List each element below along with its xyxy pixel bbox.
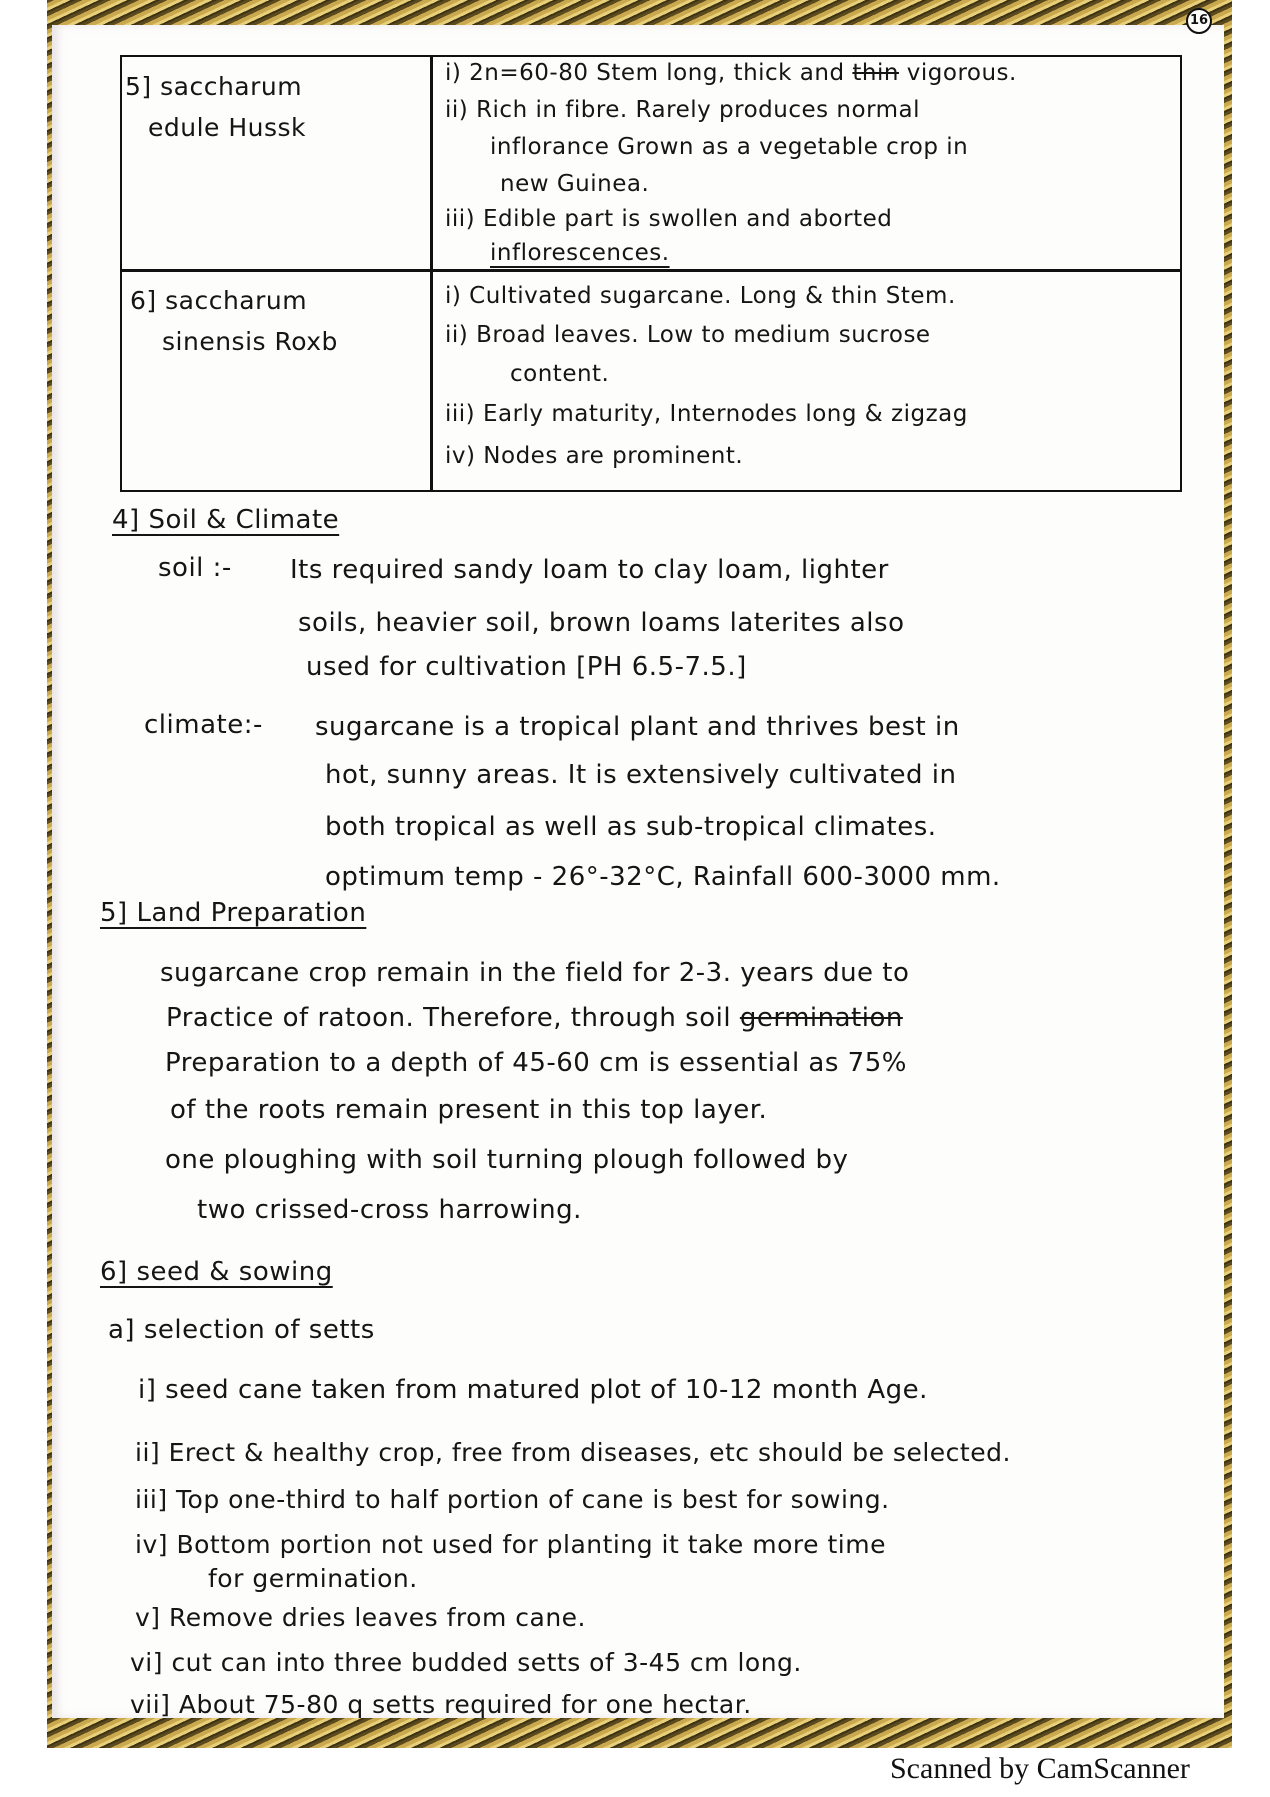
land-line	[166, 1003, 903, 1033]
seed-item: vi] cut can into three budded setts of 3-45 cm long.	[130, 1648, 802, 1677]
soil-line: used for cultivation [PH 6.5-7.5.]	[306, 652, 747, 682]
land-line: one ploughing with soil turning plough followed by	[165, 1145, 849, 1175]
seed-item: iv] Bottom portion not used for planting it take more time	[135, 1530, 886, 1559]
land-text: Practice of ratoon. Therefore, through soil	[166, 1003, 732, 1033]
seed-item: i] seed cane taken from matured plot of 10-12 month Age.	[138, 1375, 928, 1405]
land-line: of the roots remain present in this top layer.	[170, 1095, 768, 1125]
species-name: 6] saccharum	[130, 286, 308, 315]
character-line: inflorescences.	[490, 240, 670, 266]
land-line: Preparation to a depth of 45-60 cm is essential as 75%	[165, 1048, 907, 1078]
character-text: i) 2n=60-80 Stem long, thick and	[445, 60, 845, 86]
species-author: edule Hussk	[148, 113, 307, 142]
climate-line: both tropical as well as sub-tropical climates.	[325, 812, 937, 842]
character-line: new Guinea.	[500, 171, 650, 197]
seed-item: vii] About 75-80 q setts required for one hectar.	[130, 1690, 752, 1719]
character-line	[445, 60, 1017, 86]
section-heading-seed-sowing: 6] seed & sowing	[100, 1257, 333, 1287]
character-line: iii) Edible part is swollen and aborted	[445, 206, 893, 232]
climate-label: climate:-	[144, 710, 263, 740]
soil-line: soils, heavier soil, brown loams laterites also	[298, 608, 905, 638]
character-line: inflorance Grown as a vegetable crop in	[490, 134, 969, 160]
climate-line: hot, sunny areas. It is extensively cultivated in	[325, 760, 957, 790]
character-text: vigorous.	[906, 60, 1017, 86]
table-row-divider	[120, 269, 1182, 272]
section-heading-soil-climate: 4] Soil & Climate	[112, 505, 340, 535]
seed-item: for germination.	[208, 1564, 418, 1593]
struck-word: thin	[852, 60, 899, 86]
subheading-selection-of-setts: a] selection of setts	[108, 1315, 375, 1345]
seed-item: iii] Top one-third to half portion of cane is best for sowing.	[135, 1485, 890, 1514]
character-line: content.	[510, 361, 610, 387]
soil-line: Its required sandy loam to clay loam, lighter	[290, 555, 889, 585]
table-column-divider	[430, 55, 433, 492]
character-line: ii) Broad leaves. Low to medium sucrose	[445, 322, 931, 348]
land-line: two crissed-cross harrowing.	[197, 1195, 582, 1225]
climate-line: sugarcane is a tropical plant and thrives best in	[315, 712, 960, 742]
character-line: i) Cultivated sugarcane. Long & thin Stem.	[445, 283, 956, 309]
character-line: iv) Nodes are prominent.	[445, 443, 744, 469]
land-line: sugarcane crop remain in the field for 2-3. years due to	[160, 958, 910, 988]
climate-line: optimum temp - 26°-32°C, Rainfall 600-3000 mm.	[325, 862, 1001, 892]
character-line: iii) Early maturity, Internodes long & zigzag	[445, 401, 968, 427]
seed-item: ii] Erect & healthy crop, free from diseases, etc should be selected.	[135, 1438, 1011, 1467]
section-heading-land-preparation: 5] Land Preparation	[100, 898, 367, 928]
page-number: 16	[1186, 8, 1212, 34]
struck-word: germination	[739, 1003, 903, 1033]
species-name: 5] saccharum	[125, 72, 303, 101]
camscanner-watermark: Scanned by CamScanner	[890, 1752, 1190, 1785]
character-line: ii) Rich in fibre. Rarely produces normal	[445, 97, 921, 123]
species-author: sinensis Roxb	[162, 327, 338, 356]
soil-label: soil :-	[158, 553, 232, 583]
seed-item: v] Remove dries leaves from cane.	[135, 1603, 586, 1632]
